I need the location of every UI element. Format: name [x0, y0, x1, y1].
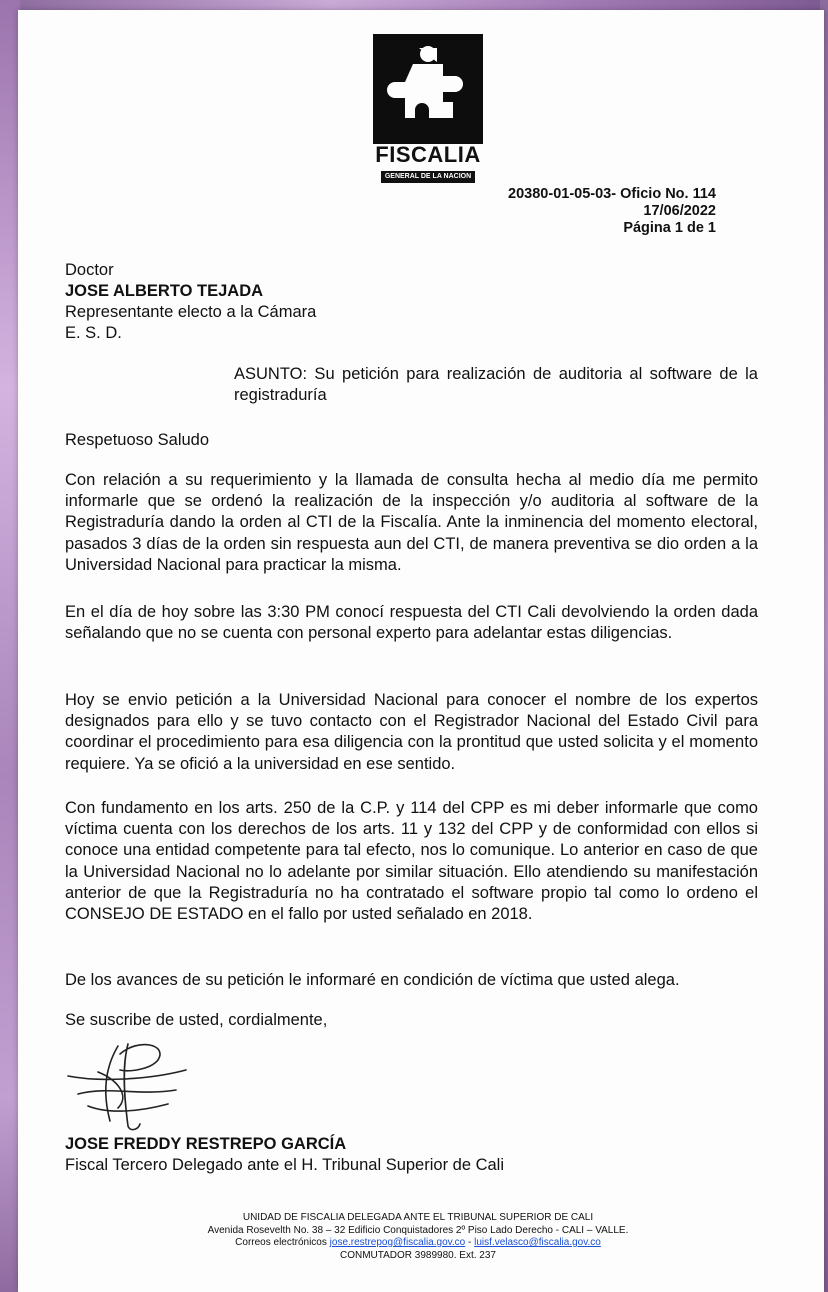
email-link-1[interactable]: jose.restrepog@fiscalia.gov.co: [329, 1237, 466, 1248]
signer-block: [65, 1134, 504, 1176]
puzzle-logo-icon: [373, 34, 483, 144]
background-left: [0, 0, 20, 1292]
letter-footer: [128, 1212, 708, 1262]
footer-address: Avenida Rosevelth No. 38 – 32 Edificio Conquistadores 2º Piso Lado Derecho - CALI – VALLE.: [207, 1224, 629, 1236]
footer-emails-label: Correos electrónicos: [235, 1237, 327, 1248]
email-separator: -: [465, 1237, 475, 1248]
paragraph-2: En el día de hoy sobre las 3:30 PM conocí respuesta del CTI Cali devolviendo la orden dada señalando que no se cuenta con personal experto para adelantar estas diligencias.: [65, 603, 758, 643]
footer-emails: [128, 1237, 708, 1250]
signer-name: JOSE FREDDY RESTREPO GARCÍA: [65, 1135, 347, 1153]
fiscalia-logo: [373, 34, 483, 184]
page-number: Página 1 de 1: [623, 220, 716, 236]
addressee-block: [65, 260, 316, 344]
closing-line: Se suscribe de usted, cordialmente,: [65, 1011, 328, 1029]
oficio-number: 20380-01-05-03- Oficio No. 114: [508, 186, 716, 202]
paragraph-5: De los avances de su petición le informaré en condición de víctima que usted alega.: [65, 971, 680, 989]
logo-name: FISCALIA: [375, 142, 481, 167]
addressee-name: JOSE ALBERTO TEJADA: [65, 282, 264, 300]
logo-subtitle: GENERAL DE LA NACION: [381, 171, 475, 183]
subject-line: ASUNTO: Su petición para realización de auditoria al software de la registraduría: [234, 365, 758, 404]
handwritten-signature: [58, 1036, 198, 1132]
addressee-title: Doctor: [65, 261, 114, 279]
paragraph-3: Hoy se envio petición a la Universidad Nacional para conocer el nombre de los expertos designados para ello y se tuvo contacto con el Registrador Nacional del Estado Civil para coordinar el procedimiento para esa diligencia con la prontitud que usted solicita y el momento requiere. Ya se ofició a la universidad en ese sentido.: [65, 691, 758, 773]
reference-block: [508, 186, 716, 237]
paragraph-4: Con fundamento en los arts. 250 de la C.P. y 114 del CPP es mi deber informarle que como víctima cuenta con los derechos de los arts. 11 y 132 del CPP y de conformidad con ellos si conoce una entidad competente para tal efecto, nos lo comunique. Lo anterior en caso de que la Universidad Nacional no lo adelante por similar situación. Ello atendiendo su manifestación anterior de que la Registraduría no ha contratado el software propio tal como lo ordeno el CONSEJO DE ESTADO en el fallo por usted señalado en 2018.: [65, 799, 758, 924]
paragraph-1: Con relación a su requerimiento y la llamada de consulta hecha al medio día me permito informarle que se ordenó la realización de la inspección y/o auditoria al software de la Registraduría dando la orden al CTI de la Fiscalía. Ante la inminencia del momento electoral, pasados 3 días de la orden sin respuesta aun del CTI, de manera preventiva se dio orden a la Universidad Nacional para practicar la misma.: [65, 471, 758, 574]
footer-unit: UNIDAD DE FISCALIA DELEGADA ANTE EL TRIBUNAL SUPERIOR DE CALI: [242, 1212, 594, 1223]
letter-page: [18, 10, 824, 1292]
salutation: Respetuoso Saludo: [65, 431, 210, 449]
addressee-esd: E. S. D.: [65, 324, 122, 342]
email-link-2[interactable]: luisf.velasco@fiscalia.gov.co: [474, 1237, 601, 1248]
letter-date: 17/06/2022: [643, 203, 716, 219]
addressee-role: Representante electo a la Cámara: [65, 303, 317, 321]
footer-phone: CONMUTADOR 3989980. Ext. 237: [340, 1249, 496, 1261]
signer-position: Fiscal Tercero Delegado ante el H. Tribunal Superior de Cali: [65, 1156, 505, 1174]
